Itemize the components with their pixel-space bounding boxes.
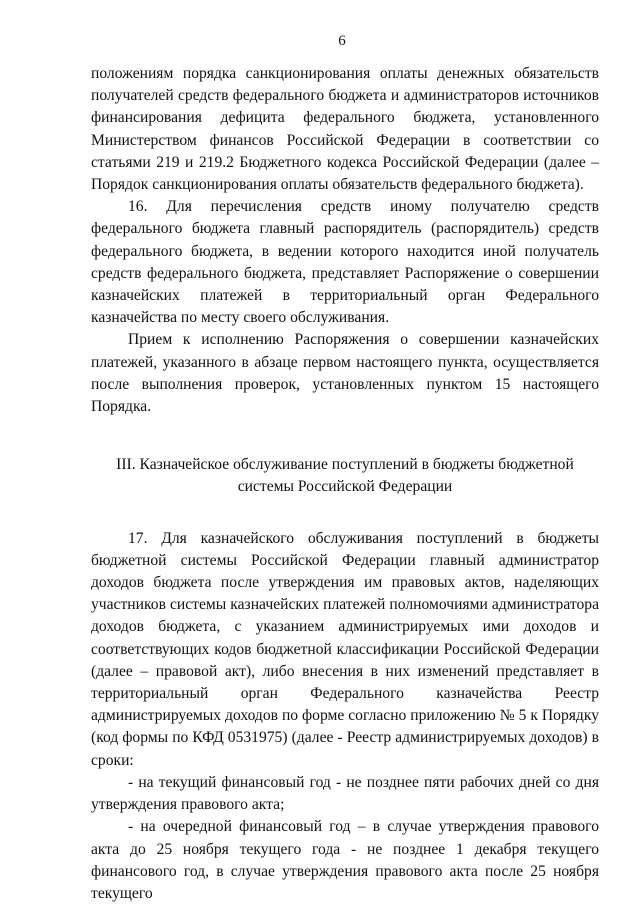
paragraph-continuation: положениям порядка санкционирования оплаты денежных обязательств получателей средств федерального бюджета и администраторов источников финансирования дефицита федерального бюджета, установленного Министерством финансов Российской Федерации в соответствии со статьями 219 и 219.2 Бюджетного кодекса Российской Федерации (далее – Порядок санкционирования оплаты обязательств федерального бюджета). [91,65,599,194]
section-heading-line-2: системы Российской Федерации [237,478,453,496]
paragraph-acceptance: Прием к исполнению Распоряжения о совершении казначейских платежей, указанного в абзаце первом настоящего пункта, осуществляется после выполнения проверок, установленных пунктом 15 настоящего Порядка. [91,331,599,416]
section-heading [91,454,599,498]
list-item-current-year: - на текущий финансовый год - не позднее пяти рабочих дней со дня утверждения правового акта; [91,773,599,814]
page-number: 6 [338,33,346,49]
list-item-next-year: - на очередной финансовый год – в случае утверждения правового акта до 25 ноября текущего года - не позднее 1 декабря текущего финансового год, в случае утверждения правового акта после 25 ноября текущего [91,818,599,902]
paragraph-item-17: 17. Для казначейского обслуживания поступлений в бюджеты бюджетной системы Российской Федерации главный администратор доходов бюджета после утверждения им правовых актов, наделяющих участников системы казначейских платежей полномочиями администратора доходов бюджета, с указанием администрируемых ими доходов и соответствующих кодов бюджетной классификации Российской Федерации (далее – правовой акт), либо внесения в них изменений представляет в территориальный орган Федерального казначейства Реестр администрируемых доходов по форме согласно приложению № 5 к Порядку (код формы по КФД 0531975) (далее - Реестр администрируемых доходов) в сроки: [91,529,599,769]
document-body [91,63,599,905]
paragraph-item-16: 16. Для перечисления средств иному получателю средств федерального бюджета главный распорядитель (распорядитель) средств федерального бюджета, в ведении которого находится иной получатель средств федерального бюджета, представляет Распоряжение о совершении казначейских платежей в территориальный орган Федерального казначейства по месту своего обслуживания. [91,198,599,327]
section-heading-line-1: III. Казначейское обслуживание поступлений в бюджеты бюджетной [116,456,574,474]
